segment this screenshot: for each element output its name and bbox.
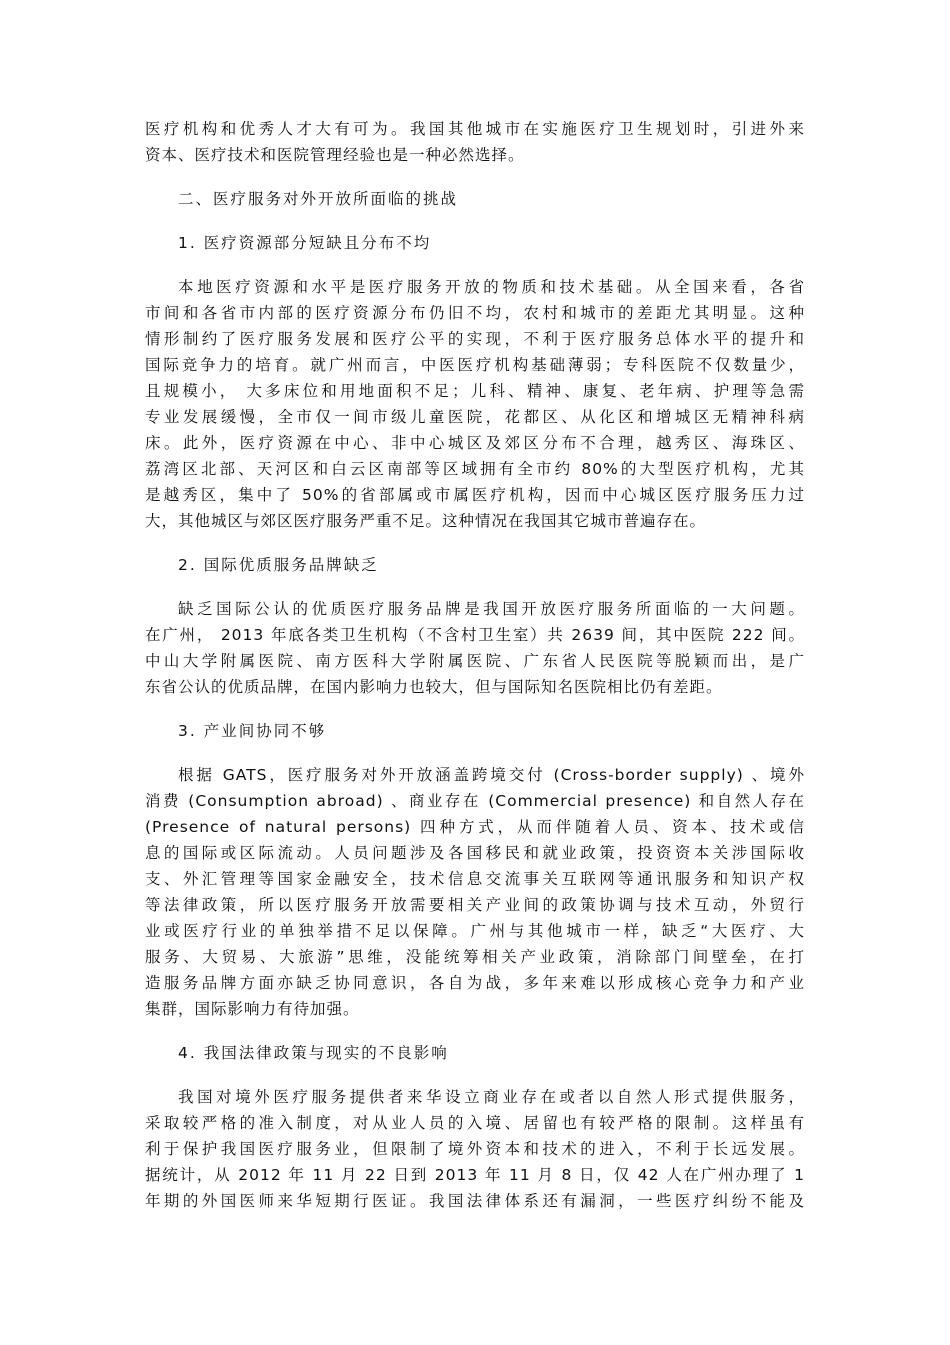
paragraph-line: 本地医疗资源和水平是医疗服务开放的物质和技术基础。从全国来看，各省 <box>178 278 805 296</box>
paragraph-line: 支、外汇管理等国家金融安全，技术信息交流事关互联网等通讯服务和知识产权 <box>145 870 805 888</box>
paragraph-line: 消费 (Consumption abroad) 、商业存在 (Commercial presence) 和自然人存在 <box>145 792 805 810</box>
paragraph-line: 中山大学附属医院、南方医科大学附属医院、广东省人民医院等脱颖而出，是广 <box>145 652 805 670</box>
section-title: 二、医疗服务对外开放所面临的挑战 <box>178 190 459 208</box>
paragraph-line: 利于保护我国医疗服务业，但限制了境外资本和技术的进入，不利于长远发展。 <box>145 1140 805 1158</box>
paragraph-line: 缺乏国际公认的优质医疗服务品牌是我国开放医疗服务所面临的一大问题。 <box>178 600 805 618</box>
paragraph-line: 东省公认的优质品牌，在国内影响力也较大，但与国际知名医院相比仍有差距。 <box>145 678 723 696</box>
paragraph-line: 业或医疗行业的单独举措不足以保障。广州与其他城市一样，缺乏“大医疗、大 <box>145 922 805 940</box>
paragraph-line: 资本、医疗技术和医院管理经验也是一种必然选择。 <box>145 146 525 164</box>
paragraph-line: (Presence of natural persons) 四种方式，从而伴随着人员、资本、技术或信 <box>145 818 805 836</box>
paragraph-line: 荔湾区北部、天河区和白云区南部等区域拥有全市约 80%的大型医疗机构，尤其 <box>145 460 805 478</box>
paragraph-line: 情形制约了医疗服务发展和医疗公平的实现，不利于医疗服务总体水平的提升和 <box>145 330 805 348</box>
paragraph-line: 床。此外，医疗资源在中心、非中心城区及郊区分布不合理，越秀区、海珠区、 <box>145 434 805 452</box>
paragraph-line: 根据 GATS，医疗服务对外开放涵盖跨境交付 (Cross-border supply) 、境外 <box>178 766 805 784</box>
paragraph-line: 专业发展缓慢，全市仅一间市级儿童医院，花都区、从化区和增城区无精神科病 <box>145 408 805 426</box>
paragraph-line: 息的国际或区际流动。人员问题涉及各国移民和就业政策，投资资本关涉国际收 <box>145 844 805 862</box>
paragraph-line: 采取较严格的准入制度，对从业人员的入境、居留也有较严格的限制。这样虽有 <box>145 1114 805 1132</box>
subsection-1-paragraph <box>145 274 805 534</box>
paragraph-line: 在广州， 2013 年底各类卫生机构（不含村卫生室）共 2639 间，其中医院 222 间。 <box>145 626 805 644</box>
paragraph-line: 等法律政策，所以医疗服务开放需要相关产业间的政策协调与技术互动，外贸行 <box>145 896 805 914</box>
paragraph-line: 造服务品牌方面亦缺乏协同意识，各自为战，多年来难以形成核心竞争力和产业 <box>145 974 805 992</box>
paragraph-line: 我国对境外医疗服务提供者来华设立商业存在或者以自然人形式提供服务， <box>178 1088 805 1106</box>
document-page <box>145 116 805 1214</box>
paragraph-line: 服务、大贸易、大旅游”思维，没能统筹相关产业政策，消除部门间壁垒，在打 <box>145 948 805 966</box>
paragraph-line: 国际竞争力的培育。就广州而言，中医医疗机构基础薄弱；专科医院不仅数量少， <box>145 356 805 374</box>
paragraph-line: 且规模小， 大多床位和用地面积不足；儿科、精神、康复、老年病、护理等急需 <box>145 382 805 400</box>
subsection-2-paragraph <box>145 596 805 700</box>
paragraph-line: 大，其他城区与郊区医疗服务严重不足。这种情况在我国其它城市普遍存在。 <box>145 512 707 530</box>
intro-paragraph <box>145 116 805 168</box>
paragraph-line: 医疗机构和优秀人才大有可为。我国其他城市在实施医疗卫生规划时，引进外来 <box>145 120 805 138</box>
subsection-heading-1: 1. 医疗资源部分短缺且分布不均 <box>178 234 432 252</box>
paragraph-line: 市间和各省市内部的医疗资源分布仍旧不均，农村和城市的差距尤其明显。这种 <box>145 304 805 322</box>
subsection-4-paragraph <box>145 1084 805 1214</box>
paragraph-line: 据统计，从 2012 年 11 月 22 日到 2013 年 11 月 8 日，仅 42 人在广州办理了 1 <box>145 1166 805 1184</box>
subsection-heading-2: 2. 国际优质服务品牌缺乏 <box>178 556 379 574</box>
subsection-3-paragraph <box>145 762 805 1022</box>
subsection-heading-4: 4. 我国法律政策与现实的不良影响 <box>178 1044 449 1062</box>
paragraph-line: 年期的外国医师来华短期行医证。我国法律体系还有漏洞，一些医疗纠纷不能及 <box>145 1192 805 1210</box>
paragraph-line: 集群，国际影响力有待加强。 <box>145 1000 360 1018</box>
paragraph-line: 是越秀区，集中了 50%的省部属或市属医疗机构，因而中心城区医疗服务压力过 <box>145 486 805 504</box>
subsection-heading-3: 3. 产业间协同不够 <box>178 722 327 740</box>
